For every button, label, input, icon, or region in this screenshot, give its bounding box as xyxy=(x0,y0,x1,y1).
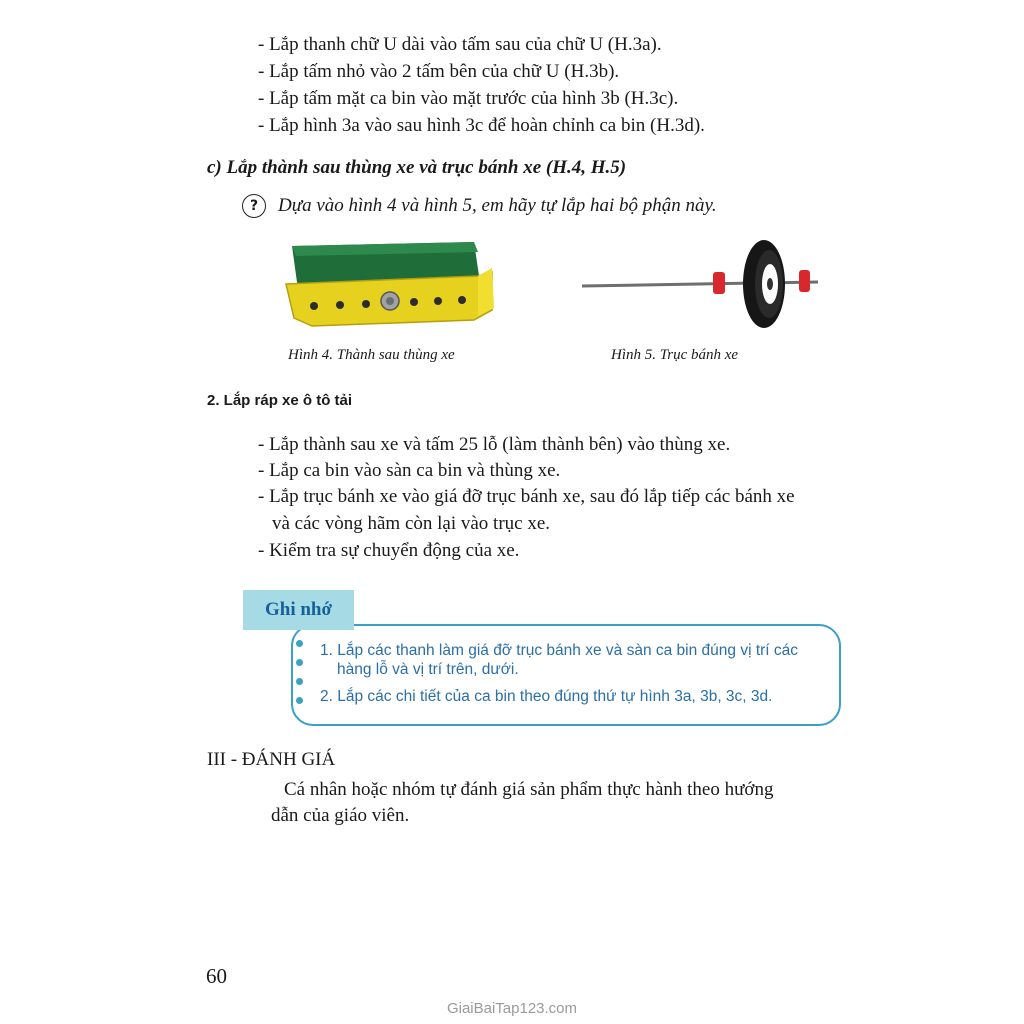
question-icon: ? xyxy=(242,194,266,218)
section-2-heading: 2. Lắp ráp xe ô tô tải xyxy=(207,392,353,409)
section-3-para-line-1: Cá nhân hoặc nhóm tự đánh giá sản phẩm thực hành theo hướng xyxy=(284,779,774,800)
section-2-bullet-3-cont: và các vòng hãm còn lại vào trục xe. xyxy=(272,513,551,534)
page-number: 60 xyxy=(206,964,227,988)
watermark-footer: GiaiBaiTap123.com xyxy=(446,1000,578,1017)
top-bullet-4: - Lắp hình 3a vào sau hình 3c để hoàn chỉnh ca bin (H.3d). xyxy=(258,115,705,136)
note-line-1-cont: hàng lỗ và vị trí trên, dưới. xyxy=(337,661,519,678)
section-2-bullet-2: - Lắp ca bin vào sàn ca bin và thùng xe. xyxy=(258,460,561,481)
note-dots xyxy=(296,640,310,716)
section-2-bullet-1: - Lắp thành sau xe và tấm 25 lỗ (làm thành bên) vào thùng xe. xyxy=(258,434,731,455)
section-3-para-line-2: dẫn của giáo viên. xyxy=(271,805,410,826)
section-c-heading: c) Lắp thành sau thùng xe và trục bánh xe (H.4, H.5) xyxy=(207,157,627,178)
figure-4-image xyxy=(282,238,498,338)
figure-4-caption: Hình 4. Thành sau thùng xe xyxy=(288,347,455,363)
section-2-bullet-4: - Kiểm tra sự chuyển động của xe. xyxy=(258,540,520,561)
note-title: Ghi nhớ xyxy=(243,590,354,630)
top-bullet-3: - Lắp tấm mặt ca bin vào mặt trước của hình 3b (H.3c). xyxy=(258,88,679,109)
top-bullet-1: - Lắp thanh chữ U dài vào tấm sau của chữ U (H.3a). xyxy=(258,34,662,55)
note-line-2: 2. Lắp các chi tiết của ca bin theo đúng thứ tự hình 3a, 3b, 3c, 3d. xyxy=(320,688,773,705)
question-text: Dựa vào hình 4 và hình 5, em hãy tự lắp hai bộ phận này. xyxy=(278,195,717,216)
section-2-bullet-3: - Lắp trục bánh xe vào giá đỡ trục bánh xe, sau đó lắp tiếp các bánh xe xyxy=(258,486,795,507)
question-prompt xyxy=(242,193,717,219)
top-bullet-2: - Lắp tấm nhỏ vào 2 tấm bên của chữ U (H.3b). xyxy=(258,61,620,82)
figure-5-caption: Hình 5. Trục bánh xe xyxy=(611,347,739,363)
section-3-heading: III - ĐÁNH GIÁ xyxy=(207,749,336,770)
note-line-1: 1. Lắp các thanh làm giá đỡ trục bánh xe và sàn ca bin đúng vị trí các xyxy=(320,642,799,659)
figure-5-image xyxy=(580,236,830,332)
